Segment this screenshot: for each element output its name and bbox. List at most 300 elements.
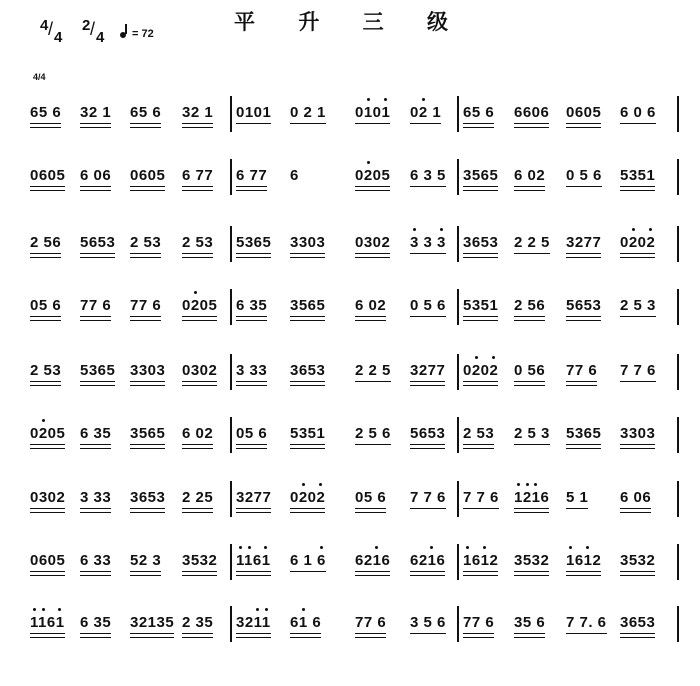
note-group-text: 6 35 <box>80 425 112 442</box>
end-barline <box>677 606 679 642</box>
note-group <box>130 350 165 390</box>
note-group <box>182 602 213 642</box>
note-group <box>355 350 391 390</box>
underline-eighth <box>182 571 217 572</box>
note-group-text: 3565 <box>463 167 499 184</box>
underline-eighth <box>236 633 271 634</box>
underline-eighth <box>566 508 588 509</box>
note-group <box>30 285 61 325</box>
note-group-text: 2 56 <box>514 297 546 314</box>
underline-sixteenth <box>620 190 655 191</box>
underline-sixteenth <box>80 385 115 386</box>
high-octave-dot <box>367 161 370 164</box>
high-octave-dot <box>569 546 572 549</box>
note-group-text: 5365 <box>566 425 602 442</box>
underline-eighth <box>182 316 217 317</box>
underline-eighth <box>355 381 391 382</box>
note-group-text: 3565 <box>130 425 166 442</box>
note-group-text: 2 5 3 <box>514 425 550 442</box>
barline <box>677 96 679 132</box>
note-group-text: 5365 <box>236 234 272 251</box>
note-group <box>566 350 597 390</box>
underline-eighth <box>620 381 656 382</box>
note-group-text: 0 5 6 <box>410 297 446 314</box>
note-group <box>236 92 271 132</box>
note-group <box>514 350 545 390</box>
underline-eighth <box>463 253 498 254</box>
note-group-text: 3565 <box>290 297 326 314</box>
note-group-text: 65 6 <box>130 104 162 121</box>
underline-sixteenth <box>463 127 494 128</box>
barline <box>677 544 679 580</box>
underline-sixteenth <box>463 257 498 258</box>
note-group-text: 35 6 <box>514 614 546 631</box>
underline-eighth <box>80 381 115 382</box>
note-group-text: 0205 <box>355 167 391 184</box>
note-group <box>290 413 325 453</box>
underline-sixteenth <box>130 257 161 258</box>
note-group-text: 77 6 <box>566 362 598 379</box>
underline-eighth <box>355 253 390 254</box>
note-group <box>30 92 61 132</box>
note-group <box>463 477 499 517</box>
underline-sixteenth <box>566 575 601 576</box>
underline-sixteenth <box>80 637 111 638</box>
high-octave-dot <box>466 546 469 549</box>
underline-sixteenth <box>566 127 601 128</box>
underline-sixteenth <box>620 257 655 258</box>
underline-eighth <box>514 571 549 572</box>
underline-eighth <box>514 253 550 254</box>
note-group <box>620 92 656 132</box>
note-group <box>566 413 601 453</box>
underline-eighth <box>290 444 325 445</box>
high-octave-dot <box>319 483 322 486</box>
underline-eighth <box>236 123 271 124</box>
barline <box>677 289 679 325</box>
note-group <box>620 540 655 580</box>
underline-sixteenth <box>30 257 61 258</box>
underline-eighth <box>130 381 165 382</box>
note-group <box>80 92 111 132</box>
note-group-text: 2 53 <box>182 234 214 251</box>
note-group <box>130 285 161 325</box>
note-group <box>182 477 213 517</box>
barline <box>457 226 459 262</box>
note-group-text: 61 6 <box>290 614 322 631</box>
note-group <box>236 222 271 262</box>
note-group <box>290 540 326 580</box>
note-group <box>355 155 390 195</box>
note-group-text: 0302 <box>30 489 66 506</box>
note-group-text: 65 6 <box>463 104 495 121</box>
underline-eighth <box>410 508 446 509</box>
underline-eighth <box>290 633 321 634</box>
note-group-text: 0302 <box>355 234 391 251</box>
underline-sixteenth <box>514 190 545 191</box>
note-group-text: 3 33 <box>236 362 268 379</box>
barline <box>677 354 679 390</box>
barline <box>457 289 459 325</box>
note-group <box>80 222 115 262</box>
underline-eighth <box>566 444 601 445</box>
high-octave-dot <box>632 228 635 231</box>
underline-sixteenth <box>355 575 390 576</box>
underline-sixteenth <box>30 512 65 513</box>
note-group-text: 2 35 <box>182 614 214 631</box>
note-group <box>355 413 391 453</box>
underline-eighth <box>620 508 651 509</box>
high-octave-dot <box>302 483 305 486</box>
underline-sixteenth <box>463 637 494 638</box>
underline-sixteenth <box>236 385 267 386</box>
note-group-text: 3303 <box>290 234 326 251</box>
barline <box>457 159 459 195</box>
note-group-text: 2 25 <box>182 489 214 506</box>
note-group <box>355 92 390 132</box>
underline-eighth <box>290 316 325 317</box>
underline-sixteenth <box>182 637 213 638</box>
note-group-text: 2 2 5 <box>514 234 550 251</box>
underline-eighth <box>30 381 61 382</box>
small-time-signature: 4/4 <box>33 72 46 82</box>
note-group <box>355 285 386 325</box>
note-group <box>290 602 321 642</box>
underline-eighth <box>80 123 111 124</box>
note-group-text: 0302 <box>182 362 218 379</box>
underline-sixteenth <box>290 320 325 321</box>
note-group <box>236 602 271 642</box>
note-group <box>410 540 445 580</box>
note-group-text: 3 3 3 <box>410 234 446 251</box>
underline-eighth <box>355 186 390 187</box>
underline-eighth <box>130 633 174 634</box>
note-group <box>566 540 601 580</box>
note-group-text: 0605 <box>566 104 602 121</box>
underline-eighth <box>566 316 601 317</box>
note-group <box>514 540 549 580</box>
note-group-text: 2 53 <box>130 234 162 251</box>
underline-eighth <box>410 316 446 317</box>
barline <box>230 544 232 580</box>
underline-sixteenth <box>514 320 545 321</box>
underline-eighth <box>290 508 325 509</box>
underline-eighth <box>566 253 601 254</box>
underline-sixteenth <box>290 257 325 258</box>
note-group-text: 32 1 <box>182 104 214 121</box>
score-row <box>30 602 680 642</box>
underline-eighth <box>463 571 498 572</box>
note-group-text: 6 35 <box>236 297 268 314</box>
note-group <box>410 602 446 642</box>
underline-sixteenth <box>182 512 213 513</box>
note-group-text: 0101 <box>236 104 272 121</box>
note-group-text: 77 6 <box>355 614 387 631</box>
underline-sixteenth <box>236 320 267 321</box>
note-group <box>236 350 267 390</box>
note-group-text: 2 56 <box>30 234 62 251</box>
note-group <box>80 413 111 453</box>
note-group-text: 6 33 <box>80 552 112 569</box>
underline-eighth <box>290 571 326 572</box>
underline-eighth <box>182 123 213 124</box>
underline-eighth <box>463 316 498 317</box>
underline-eighth <box>514 633 545 634</box>
underline-eighth <box>30 633 65 634</box>
note-group <box>620 155 655 195</box>
note-group <box>290 477 325 517</box>
note-group-text: 0 56 <box>514 362 546 379</box>
note-group-text: 1612 <box>566 552 602 569</box>
underline-sixteenth <box>355 257 390 258</box>
note-group-text: 6 02 <box>182 425 214 442</box>
note-group-text: 3277 <box>410 362 446 379</box>
underline-eighth <box>236 444 267 445</box>
note-group-text: 6 02 <box>514 167 546 184</box>
note-group-text: 5351 <box>290 425 326 442</box>
underline-eighth <box>410 633 446 634</box>
underline-eighth <box>514 381 545 382</box>
barline <box>677 159 679 195</box>
note-group <box>566 155 602 195</box>
underline-eighth <box>566 571 601 572</box>
underline-sixteenth <box>130 190 165 191</box>
underline-eighth <box>130 444 165 445</box>
note-group-text: 0205 <box>182 297 218 314</box>
note-group <box>410 413 445 453</box>
underline-sixteenth <box>566 385 597 386</box>
note-group <box>130 602 174 642</box>
note-group <box>130 540 161 580</box>
underline-sixteenth <box>514 127 549 128</box>
high-octave-dot <box>265 608 268 611</box>
note-group <box>182 350 217 390</box>
score-row <box>30 413 680 453</box>
note-group-text: 3277 <box>566 234 602 251</box>
underline-sixteenth <box>80 512 111 513</box>
note-group <box>130 222 161 262</box>
underline-eighth <box>410 123 441 124</box>
underline-eighth <box>30 123 61 124</box>
high-octave-dot <box>534 483 537 486</box>
note-group-text: 3532 <box>620 552 656 569</box>
underline-eighth <box>355 444 391 445</box>
high-octave-dot <box>239 546 242 549</box>
note-group <box>514 413 550 453</box>
note-group <box>514 92 549 132</box>
note-group-text: 0202 <box>620 234 656 251</box>
note-group-text: 32135 <box>130 614 175 631</box>
underline-sixteenth <box>30 127 61 128</box>
note-group-text: 6 77 <box>236 167 268 184</box>
underline-eighth <box>30 508 65 509</box>
note-group-text: 5653 <box>410 425 446 442</box>
high-octave-dot <box>413 228 416 231</box>
underline-eighth <box>80 444 111 445</box>
high-octave-dot <box>194 291 197 294</box>
score-row <box>30 222 680 262</box>
underline-sixteenth <box>620 512 651 513</box>
underline-eighth <box>182 633 213 634</box>
note-group <box>566 477 588 517</box>
underline-sixteenth <box>130 575 161 576</box>
note-group <box>182 540 217 580</box>
note-group <box>80 285 111 325</box>
underline-sixteenth <box>130 448 165 449</box>
high-octave-dot <box>58 608 61 611</box>
underline-eighth <box>30 253 61 254</box>
underline-eighth <box>236 253 271 254</box>
underline-sixteenth <box>463 320 498 321</box>
note-group-text: 2 5 6 <box>355 425 391 442</box>
note-group-text: 3211 <box>236 614 271 631</box>
underline-eighth <box>355 508 386 509</box>
underline-eighth <box>620 186 655 187</box>
time-sig-numerator: 4 <box>40 17 49 34</box>
note-group-text: 0605 <box>30 552 66 569</box>
note-group <box>410 350 445 390</box>
underline-sixteenth <box>410 448 445 449</box>
underline-sixteenth <box>355 320 386 321</box>
high-octave-dot <box>430 546 433 549</box>
underline-sixteenth <box>620 448 655 449</box>
note-group-text: 52 3 <box>130 552 162 569</box>
note-group-text: 5365 <box>80 362 116 379</box>
underline-sixteenth <box>80 127 111 128</box>
underline-eighth <box>514 508 549 509</box>
underline-sixteenth <box>182 575 217 576</box>
high-octave-dot <box>248 546 251 549</box>
note-group <box>514 155 545 195</box>
barline <box>677 481 679 517</box>
high-octave-dot <box>367 98 370 101</box>
note-group-text: 2 5 3 <box>620 297 656 314</box>
note-group <box>236 155 267 195</box>
underline-eighth <box>620 571 655 572</box>
underline-eighth <box>355 633 386 634</box>
underline-eighth <box>130 508 165 509</box>
note-group-text: 05 6 <box>30 297 62 314</box>
high-octave-dot <box>264 546 267 549</box>
note-group <box>620 413 655 453</box>
note-group <box>80 540 111 580</box>
underline-eighth <box>355 316 386 317</box>
high-octave-dot <box>422 98 425 101</box>
underline-sixteenth <box>130 512 165 513</box>
underline-eighth <box>80 316 111 317</box>
note-group-text: 3277 <box>236 489 272 506</box>
high-octave-dot <box>492 356 495 359</box>
underline-sixteenth <box>514 512 549 513</box>
high-octave-dot <box>517 483 520 486</box>
note-group <box>566 602 607 642</box>
note-group-text: 6606 <box>514 104 550 121</box>
note-group <box>290 92 326 132</box>
note-group-text: 5653 <box>566 297 602 314</box>
underline-eighth <box>620 633 655 634</box>
underline-sixteenth <box>290 448 325 449</box>
note-group <box>620 222 655 262</box>
note-group <box>463 350 498 390</box>
note-group <box>566 285 601 325</box>
underline-sixteenth <box>566 448 601 449</box>
underline-sixteenth <box>620 637 655 638</box>
note-group <box>410 155 446 195</box>
underline-eighth <box>80 253 115 254</box>
high-octave-dot <box>302 608 305 611</box>
note-group <box>182 413 213 453</box>
underline-eighth <box>620 123 656 124</box>
note-group-text: 6 02 <box>355 297 387 314</box>
note-group <box>80 350 115 390</box>
note-group <box>80 477 111 517</box>
underline-eighth <box>290 253 325 254</box>
note-group-text: 1612 <box>463 552 499 569</box>
underline-sixteenth <box>290 385 325 386</box>
underline-sixteenth <box>130 385 165 386</box>
underline-eighth <box>566 123 601 124</box>
note-group <box>130 92 161 132</box>
note-group <box>620 477 651 517</box>
barline <box>230 159 232 195</box>
note-group <box>30 155 65 195</box>
note-group-text: 7 7. 6 <box>566 614 607 631</box>
note-group <box>182 155 213 195</box>
underline-eighth <box>182 444 213 445</box>
high-octave-dot <box>256 608 259 611</box>
underline-eighth <box>620 444 655 445</box>
underline-sixteenth <box>620 575 655 576</box>
underline-sixteenth <box>130 637 174 638</box>
note-group <box>620 285 656 325</box>
underline-eighth <box>80 571 111 572</box>
underline-sixteenth <box>182 448 213 449</box>
note-group <box>514 285 545 325</box>
note-group <box>80 155 111 195</box>
underline-sixteenth <box>410 575 445 576</box>
barline <box>457 606 459 642</box>
underline-eighth <box>410 571 445 572</box>
note-group-text: 6 06 <box>620 489 652 506</box>
note-group <box>463 222 498 262</box>
underline-sixteenth <box>566 257 601 258</box>
note-group <box>410 222 446 262</box>
note-group <box>566 92 601 132</box>
note-group <box>236 413 267 453</box>
underline-eighth <box>463 444 494 445</box>
underline-eighth <box>30 444 65 445</box>
underline-eighth <box>566 381 597 382</box>
note-group-text: 0605 <box>130 167 166 184</box>
note-group <box>410 477 446 517</box>
underline-eighth <box>410 381 445 382</box>
underline-sixteenth <box>463 190 498 191</box>
underline-sixteenth <box>236 575 271 576</box>
note-group-text: 32 1 <box>80 104 112 121</box>
underline-eighth <box>290 381 325 382</box>
score-row <box>30 477 680 517</box>
page-title: 平 升 三 级 <box>234 10 466 34</box>
underline-sixteenth <box>236 448 267 449</box>
underline-eighth <box>80 508 111 509</box>
note-group-text: 05 6 <box>355 489 387 506</box>
barline <box>230 417 232 453</box>
note-group <box>130 477 165 517</box>
note-group-text: 0 5 6 <box>566 167 602 184</box>
underline-sixteenth <box>130 320 161 321</box>
score-row <box>30 540 680 580</box>
time-sig-numerator: 2 <box>82 17 91 34</box>
